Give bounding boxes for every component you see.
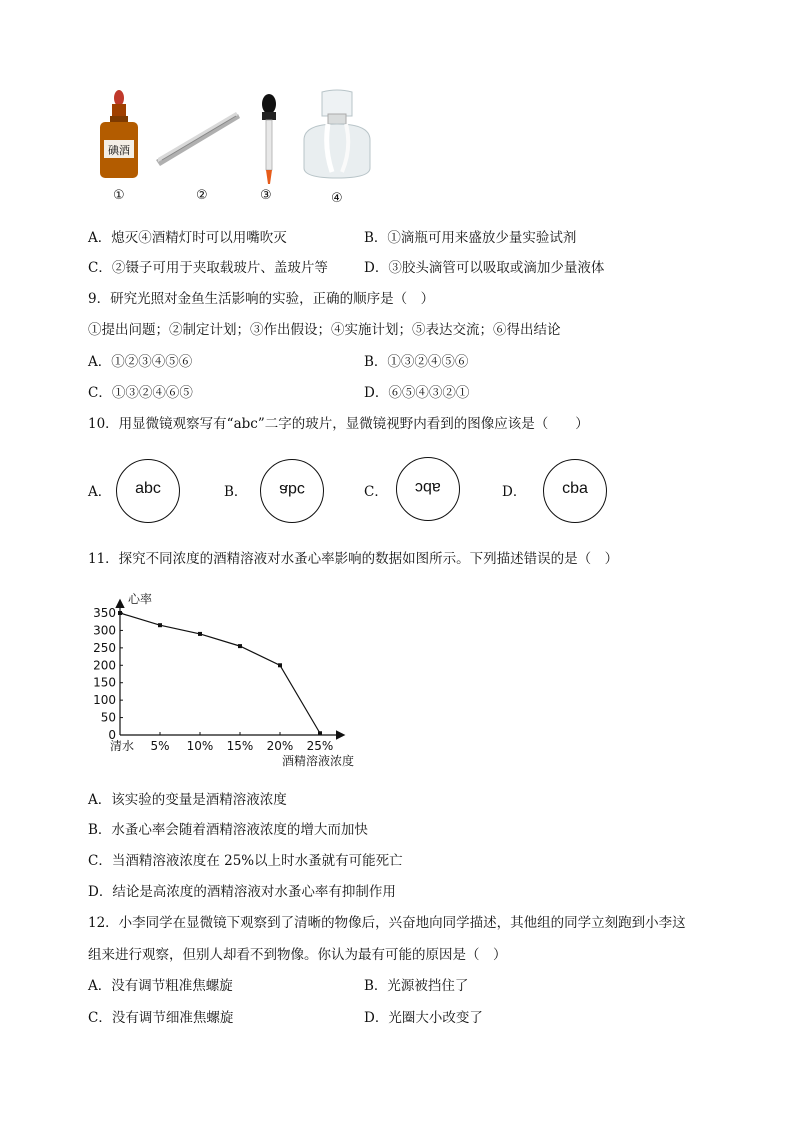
data-point [118, 611, 122, 615]
q9-option-d: D．⑥⑤④③②① [364, 385, 470, 401]
q10-option-d-label: D． [502, 484, 527, 500]
q10-option-c-label: C． [364, 484, 388, 500]
q8-option-c: C．②镊子可用于夹取载玻片、盖玻片等 [88, 260, 328, 276]
q11-option-d: D．结论是高浓度的酒精溶液对水蚤心率有抑制作用 [88, 884, 396, 900]
x-axis-title: 酒精溶液浓度 [282, 754, 355, 768]
x-tick-label: 20% [266, 739, 294, 753]
q10-option-c-circle [396, 457, 460, 521]
q8-option-a: A．熄灭④酒精灯时可以用嘴吹灭 [88, 230, 287, 246]
data-point [198, 632, 202, 636]
q12-option-c: C．没有调节细准焦螺旋 [88, 1010, 234, 1026]
q10-option-c-text: abc [415, 479, 441, 496]
q9-option-a: A．①②③④⑤⑥ [88, 354, 193, 370]
q10-option-d-circle [543, 459, 607, 523]
y-tick-label: 300 [93, 623, 116, 638]
q10-option-b-text: abc [279, 481, 305, 498]
instrument-label-4: ④ [331, 191, 343, 206]
q12-option-d: D．光圈大小改变了 [364, 1010, 483, 1026]
q8-option-d: D．③胶头滴管可以吸取或滴加少量液体 [364, 260, 605, 276]
q12-stem-line2: 组来进行观察，但别人却看不到物像。你认为最有可能的原因是（ ） [88, 947, 507, 963]
y-axis-title: 心率 [128, 592, 153, 606]
bottle-label: 碘酒 [108, 144, 130, 157]
q8-option-b: B．①滴瓶可用来盛放少量实验试剂 [364, 230, 577, 246]
x-tick-label: 15% [226, 739, 254, 753]
q9-steps: ①提出问题；②制定计划；③作出假设；④实施计划；⑤表达交流；⑥得出结论 [88, 322, 561, 338]
y-tick-label: 250 [93, 640, 116, 655]
heart-rate-chart-svg [88, 585, 388, 775]
x-tick-label: 25% [306, 739, 334, 753]
q10-option-a-circle [116, 459, 180, 523]
y-tick-label: 100 [93, 693, 116, 708]
dropper-bottle-image [98, 90, 140, 180]
heart-rate-chart [88, 585, 388, 775]
data-point [158, 623, 162, 627]
y-tick-label: 350 [93, 606, 116, 620]
data-point [318, 731, 322, 735]
x-tick-label: 5% [150, 739, 170, 753]
x-tick-label: 清水 [109, 739, 135, 753]
q10-option-d-text: cba [562, 480, 588, 497]
data-point [238, 644, 242, 648]
y-tick-label: 0 [108, 728, 116, 742]
instrument-label-2: ② [196, 188, 208, 203]
q11-stem: 11．探究不同浓度的酒精溶液对水蚤心率影响的数据如图所示。下列描述错误的是（ ） [88, 551, 619, 567]
q10-option-a-text: abc [135, 480, 161, 497]
q10-option-b-circle [260, 459, 324, 523]
q9-option-b: B．①③②④⑤⑥ [364, 354, 469, 370]
q11-option-b: B．水蚤心率会随着酒精溶液浓度的增大而加快 [88, 822, 368, 838]
alcohol-lamp-image [298, 88, 376, 180]
q12-stem-line1: 12．小李同学在显微镜下观察到了清晰的物像后，兴奋地向同学描述，其他组的同学立刻跑到小李这 [88, 915, 686, 931]
q9-option-c: C．①③②④⑥⑤ [88, 385, 193, 401]
q9-stem: 9．研究光照对金鱼生活影响的实验，正确的顺序是（ ） [88, 291, 435, 307]
instrument-label-1: ① [113, 188, 125, 203]
dropper-image [256, 94, 282, 186]
series-line [120, 613, 320, 733]
q11-option-c: C．当酒精溶液浓度在 25%以上时水蚤就有可能死亡 [88, 853, 403, 869]
y-tick-label: 200 [93, 658, 116, 673]
q10-stem: 10．用显微镜观察写有“abc”二字的玻片，显微镜视野内看到的图像应该是（ ） [88, 416, 589, 432]
y-tick-label: 50 [100, 710, 116, 725]
q12-option-b: B．光源被挡住了 [364, 978, 469, 994]
x-tick-label: 10% [186, 739, 214, 753]
y-tick-label: 150 [93, 675, 116, 690]
tweezers-image [152, 108, 242, 168]
instrument-label-3: ③ [260, 188, 272, 203]
data-point [278, 663, 282, 667]
q12-option-a: A．没有调节粗准焦螺旋 [88, 978, 233, 994]
q11-option-a: A．该实验的变量是酒精溶液浓度 [88, 792, 287, 808]
q10-option-b-label: B． [224, 484, 248, 500]
q10-option-a-label: A． [88, 484, 112, 500]
